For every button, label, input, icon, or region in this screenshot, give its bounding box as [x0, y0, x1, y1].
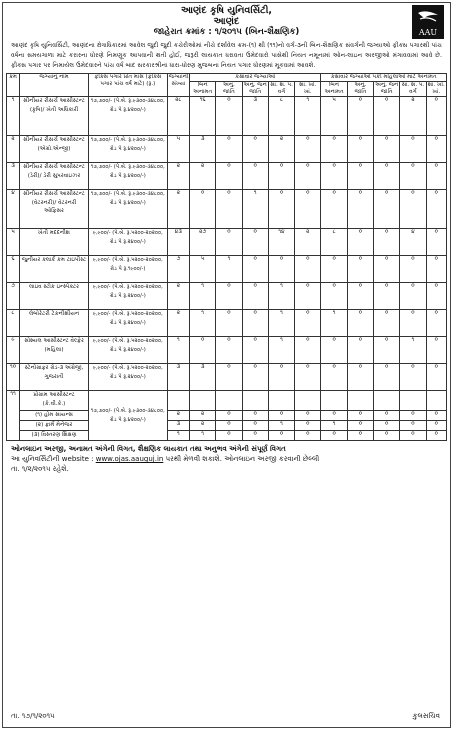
- post-name: જુનીયર ક્લાર્ક કમ ટાઇપીસ્ટ: [20, 256, 89, 283]
- women-count: ૦: [400, 364, 426, 391]
- category-count: ૦: [216, 229, 242, 256]
- pay-scale: ૯,૯૦૦/- (પે.બે. રૂ.૫૨૦૦-૨૦૨૦૦, ગ્રેડ પે રૂ.૨૪૦૦/-): [88, 229, 167, 256]
- advertisement-number: જાહેરાત ક્રમાંક : ૧/૨૦૧૫ (બિન-શૈક્ષણિક): [153, 27, 300, 37]
- women-count: ૦: [426, 256, 446, 283]
- footer-notice: [3, 441, 450, 474]
- women-col: શા. ખો. ખાં.: [427, 82, 445, 95]
- category-count: ૦: [295, 310, 321, 337]
- women-count: ૦: [347, 229, 373, 256]
- category-count: ૧૬: [190, 97, 216, 136]
- category-count: ૧: [268, 310, 294, 337]
- category-count: ૦: [242, 283, 268, 310]
- women-count: ૦: [426, 229, 446, 256]
- women-count: ૦: [347, 310, 373, 337]
- women-count: ૦: [374, 411, 400, 421]
- row-number: ૮: [7, 310, 20, 337]
- women-count: ૦: [347, 337, 373, 364]
- pay-scale: ૧૭,૭૦૦/- (પે.બે. રૂ.૯૩૦૦-૩૪૮૦૦, ગ્રેડ પે રૂ.૪૨૦૦/-): [88, 391, 167, 441]
- women-col: અનુ. જાતિ: [347, 82, 373, 97]
- women-count: ૦: [400, 421, 426, 431]
- women-count: ૦: [374, 229, 400, 256]
- post-name: સ્ટેનોગ્રાફર ગ્રેડ-૩ અંગ્રેજી, ગુજરાતી: [20, 364, 89, 391]
- category-count: ૦: [295, 411, 321, 421]
- header-category-group: કક્ષાવાર જગ્યાઓ: [190, 74, 321, 82]
- empty-cell: [374, 391, 400, 411]
- posts-table: [6, 73, 447, 441]
- category-count: ૦: [268, 163, 294, 190]
- category-count: ૧: [190, 431, 216, 441]
- post-count: ૫: [167, 136, 189, 163]
- pay-scale: ૯,૯૦૦/- (પે.બે. રૂ.૫૨૦૦-૨૦૨૦૦, ગ્રેડ પે રૂ.૨૪૦૦/-): [88, 337, 167, 364]
- women-count: ૫: [321, 97, 347, 136]
- category-count: ૦: [242, 337, 268, 364]
- row-number: ૪: [7, 190, 20, 229]
- post-count: ૨: [167, 163, 189, 190]
- empty-cell: [321, 391, 347, 411]
- category-count: ૧: [190, 283, 216, 310]
- category-count: ૦: [242, 256, 268, 283]
- post-name: સોશ્યલ આસીસ્ટન્ટ વેલ્ફેર (મહિલા): [20, 337, 89, 364]
- footer-line-3: તા. ૧/૨/૨૦૧૫ રહેશે.: [11, 465, 69, 473]
- women-count: ૦: [321, 283, 347, 310]
- cat-col: અનુ. જાતિ: [216, 82, 242, 97]
- women-count: ૦: [347, 163, 373, 190]
- women-count: ૦: [400, 411, 426, 421]
- women-count: ૦: [426, 421, 446, 431]
- category-count: ૦: [295, 364, 321, 391]
- cat-col: સા. શૈ. પ. વર્ગ: [270, 82, 293, 95]
- advertisement-page: [2, 2, 451, 728]
- table-row: [7, 136, 447, 163]
- table-row: [7, 97, 447, 136]
- post-count: ૩: [167, 364, 189, 391]
- row-number: ૧૧: [7, 391, 20, 441]
- row-number: ૩: [7, 163, 20, 190]
- post-count: ૭: [167, 256, 189, 283]
- category-count: ૦: [216, 411, 242, 421]
- category-count: ૦: [242, 310, 268, 337]
- category-count: ૦: [268, 364, 294, 391]
- table-row: [7, 229, 447, 256]
- post-name: સીનીયર રીસર્ચ આસીસ્ટન્ટ (ડેરી)/ ડેરી સુપરવાઇઝર: [20, 163, 89, 190]
- category-count: ૦: [216, 364, 242, 391]
- women-count: ૦: [347, 190, 373, 229]
- category-count: ૦: [190, 190, 216, 229]
- category-count: ૦: [242, 421, 268, 431]
- category-count: ૦: [242, 229, 268, 256]
- empty-cell: [426, 391, 446, 411]
- table-subrow: [7, 411, 447, 421]
- row-number: ૧૦: [7, 364, 20, 391]
- empty-cell: [295, 391, 321, 411]
- women-count: ૦: [321, 256, 347, 283]
- university-logo: [412, 5, 444, 39]
- category-count: ૨: [190, 411, 216, 421]
- footer-line-1: ઓનલાઇન અરજી, અનામત અંગેની વિગત, શૈક્ષણિક લાયકાત તથા અનુભવ અંગેની સંપૂર્ણ વિગત: [11, 445, 286, 453]
- table-row: [7, 337, 447, 364]
- category-count: ૦: [268, 190, 294, 229]
- footer-line-2: [11, 454, 442, 464]
- category-count: ૮: [268, 97, 294, 136]
- header-pay: ફીક્સ પગાર પ્રતિ માસ (ફીક્સ પગાર પાંચ વર્ષ માટે) (રૂ.): [88, 74, 167, 97]
- women-count: ૦: [321, 431, 347, 441]
- header-women-group: કક્ષાવાર જગ્યાઓ પૈકી મહિલાઓ માટે અનામત: [321, 74, 447, 82]
- women-count: ૦: [426, 431, 446, 441]
- table-row: [7, 310, 447, 337]
- women-count: ૦: [374, 136, 400, 163]
- header-post: જગ્યાનું નામ: [20, 74, 89, 97]
- women-count: ૦: [374, 163, 400, 190]
- row-number: ૧: [7, 97, 20, 136]
- women-count: ૦: [374, 97, 400, 136]
- category-count: ૩: [242, 97, 268, 136]
- post-name: (૧) હોમ સાયન્સ: [20, 411, 89, 421]
- post-count: ૧: [167, 337, 189, 364]
- category-count: ૦: [216, 163, 242, 190]
- intro-paragraph: આણંદ કૃષિ યુનિવર્સિટી, આણંદના ક્ષેત્રાધિકારમાં આવેલ જુદી જુદી કચેરીઓમાં નીચે દર્શાવેલ ક્રમ-(૧) થી (૧૧)નો વર્ગ-૩ની બિન-શૈક્ષણિક સંવર્ગની જગ્યાઓ ફીક્સ પગારથી પાંચ વર્ષના સમયગાળા માટે કરારના ધોરણે નિમણૂક આપવાની થતી હોઈ, જરૂરી લાયકાત ધરાવતા ઉમેદવારો પાસેથી નિયત નમૂનામાં ઓન-લાઇન અરજીઓ મંગાવવામાં આવે છે. ફીક્સ પગાર પર નિમાયેલ ઉમેદવારને પાંચ વર્ષ બાદ સરકારશ્રીના ધારા-ધોરણ મુજબના નિયત પગાર ધોરણમાં મૂકવામાં આવશે.: [11, 42, 442, 69]
- women-count: ૦: [426, 310, 446, 337]
- women-count: ૦: [347, 411, 373, 421]
- post-count: ૨: [167, 190, 189, 229]
- post-count: ૩: [167, 421, 189, 431]
- women-col: સા. શૈ. પ. વર્ગ: [401, 82, 425, 95]
- category-count: ૦: [216, 97, 242, 136]
- category-count: ૦: [190, 337, 216, 364]
- category-count: ૦: [242, 163, 268, 190]
- category-count: ૦: [242, 364, 268, 391]
- issue-date: તા. ૧૭/૧/૨૦૧૫: [11, 712, 55, 720]
- women-col: અનુ. જન જાતિ: [375, 82, 399, 95]
- empty-cell: [216, 391, 242, 411]
- women-count: ૦: [347, 431, 373, 441]
- women-count: ૦: [321, 411, 347, 421]
- women-count: ૪: [400, 229, 426, 256]
- category-count: ૧: [268, 337, 294, 364]
- empty-cell: [190, 391, 216, 411]
- category-count: ૦: [242, 431, 268, 441]
- women-count: ૦: [374, 421, 400, 431]
- footer-line-2b: પરથી મેળવી શકાશે. ઓનલાઇન અરજી કરવાની છેલ્લી: [165, 455, 320, 463]
- empty-cell: [242, 391, 268, 411]
- women-count: ૨: [400, 97, 426, 136]
- category-count: ૧: [190, 310, 216, 337]
- post-count: ૧: [167, 431, 189, 441]
- women-count: ૦: [374, 431, 400, 441]
- women-count: ૦: [347, 364, 373, 391]
- post-name: (૩) વિસ્તરણ શિક્ષણ: [20, 431, 89, 441]
- women-count: ૦: [321, 136, 347, 163]
- category-count: ૦: [216, 190, 242, 229]
- category-count: ૨: [190, 421, 216, 431]
- table-row: [7, 163, 447, 190]
- women-count: ૦: [400, 136, 426, 163]
- row-number: ૭: [7, 283, 20, 310]
- women-count: ૦: [374, 190, 400, 229]
- women-count: ૦: [321, 190, 347, 229]
- university-name: આણંદ કૃષિ યુનિવર્સિટી,: [180, 5, 273, 16]
- logo-text: AAU: [418, 28, 438, 37]
- empty-cell: [400, 391, 426, 411]
- women-count: ૦: [426, 364, 446, 391]
- category-count: ૦: [295, 256, 321, 283]
- post-name: સીનીયર રીસર્ચ આસીસ્ટન્ટ (કૃષિ)/ ખેતી અધિકારી: [20, 97, 89, 136]
- category-count: ૧: [242, 190, 268, 229]
- women-count: ૦: [400, 431, 426, 441]
- category-count: ૧: [268, 421, 294, 431]
- cat-col: અનુ. જન જાતિ: [243, 82, 267, 95]
- women-count: ૦: [321, 163, 347, 190]
- pay-scale: ૧૭,૭૦૦/- (પે.બે. રૂ.૯૩૦૦-૩૪૮૦૦, ગ્રેડ પે રૂ.૪૨૦૦/-): [88, 163, 167, 190]
- women-count: ૦: [347, 97, 373, 136]
- pay-scale: ૧૭,૭૦૦/- (પે.બે. રૂ.૯૩૦૦-૩૪૮૦૦, ગ્રેડ પે રૂ.૪૨૦૦/-): [88, 97, 167, 136]
- category-count: ૨: [268, 136, 294, 163]
- category-count: ૦: [216, 283, 242, 310]
- category-count: ૦: [268, 431, 294, 441]
- post-name: લેબોરેટરી ટેકનીશીયન: [20, 310, 89, 337]
- category-count: ૦: [268, 411, 294, 421]
- category-count: ૧: [295, 97, 321, 136]
- category-count: ૫: [190, 256, 216, 283]
- pay-scale: ૯,૯૦૦/- (પે.બે. રૂ.૫૨૦૦-૨૦૨૦૦, ગ્રેડ પે રૂ.૨૪૦૦/-): [88, 283, 167, 310]
- women-count: ૦: [400, 283, 426, 310]
- category-count: ૦: [295, 337, 321, 364]
- empty-cell: [167, 391, 189, 411]
- category-count: ૦: [216, 136, 242, 163]
- women-count: ૦: [400, 163, 426, 190]
- women-count: ૧: [321, 421, 347, 431]
- women-count: ૦: [400, 310, 426, 337]
- table-row: [7, 256, 447, 283]
- cat-col: બિન અનામત: [190, 82, 216, 97]
- category-count: ૦: [295, 136, 321, 163]
- post-name: લાઇવ સ્ટોક ઇન્સ્પેક્ટર: [20, 283, 89, 310]
- pay-scale: ૯,૯૦૦/- (પે.બે. રૂ.૫૨૦૦-૨૦૨૦૦, ગ્રેડ પે રૂ.૨૪૦૦/-): [88, 310, 167, 337]
- category-count: ૨૭: [190, 229, 216, 256]
- women-count: ૦: [347, 421, 373, 431]
- row-number: ૬: [7, 256, 20, 283]
- category-count: ૦: [216, 431, 242, 441]
- table-row: [7, 391, 447, 411]
- footer-line-2a: આ યુનિવર્સિટીની website :: [11, 455, 94, 463]
- women-count: ૦: [321, 364, 347, 391]
- category-count: ૦: [242, 136, 268, 163]
- post-name: (૨) ફાર્મ મેનેજર: [20, 421, 89, 431]
- category-count: ૦: [295, 431, 321, 441]
- header-no: ક્રમ: [7, 74, 20, 97]
- women-count: ૦: [374, 310, 400, 337]
- category-count: ૦: [295, 190, 321, 229]
- category-count: ૦: [295, 163, 321, 190]
- category-count: ૩: [190, 364, 216, 391]
- category-count: ૩: [190, 136, 216, 163]
- table-row: [7, 283, 447, 310]
- empty-cell: [268, 391, 294, 411]
- category-count: ૧: [268, 283, 294, 310]
- category-count: ૨: [190, 163, 216, 190]
- women-count: ૦: [347, 136, 373, 163]
- women-count: ૦: [321, 337, 347, 364]
- header-count: જગ્યાની સંખ્યા: [167, 74, 189, 97]
- post-count: ૨: [167, 411, 189, 421]
- women-count: ૦: [426, 283, 446, 310]
- post-name: ખેતી મદદનીશ: [20, 229, 89, 256]
- table-subrow: [7, 421, 447, 431]
- table-row: [7, 364, 447, 391]
- category-count: ૦: [216, 421, 242, 431]
- pay-scale: ૯,૯૦૦/- (પે.બે. રૂ.૫૨૦૦-૨૦૨૦૦, ગ્રેડ પે રૂ.૧૯૦૦/-): [88, 256, 167, 283]
- women-count: ૦: [400, 256, 426, 283]
- women-count: ૦: [347, 283, 373, 310]
- category-count: ૦: [295, 283, 321, 310]
- header: [3, 3, 450, 37]
- post-count: ૨: [167, 283, 189, 310]
- women-count: ૦: [347, 256, 373, 283]
- row-number: ૨: [7, 136, 20, 163]
- pay-scale: ૯,૯૦૦/- (પે.બે. રૂ.૫૨૦૦-૨૦૨૦૦, ગ્રેડ પે રૂ.૨૪૦૦/-): [88, 364, 167, 391]
- women-count: ૧: [321, 310, 347, 337]
- row-number: ૯: [7, 337, 20, 364]
- table-row: [7, 190, 447, 229]
- row-number: ૫: [7, 229, 20, 256]
- signatory: કુલસચિવ: [412, 712, 440, 720]
- women-col: બિન અનામત: [321, 82, 347, 97]
- post-name: સીનીયર રીસર્ચ આસીસ્ટન્ટ (એગ્રો.એન્જી): [20, 136, 89, 163]
- women-count: ૦: [426, 163, 446, 190]
- women-count: ૦: [374, 337, 400, 364]
- empty-cell: [347, 391, 373, 411]
- women-count: ૦: [374, 283, 400, 310]
- category-count: ૨: [295, 229, 321, 256]
- pay-scale: ૧૭,૭૦૦/- (પે.બે. રૂ.૯૩૦૦-૩૪૮૦૦, ગ્રેડ પે રૂ.૪૨૦૦/-): [88, 136, 167, 163]
- women-count: ૦: [426, 190, 446, 229]
- pay-scale: ૧૭,૭૦૦/- (પે.બે. રૂ.૯૩૦૦-૩૪૮૦૦, ગ્રેડ પે રૂ.૪૨૦૦/-): [88, 190, 167, 229]
- women-count: ૦: [426, 411, 446, 421]
- women-count: ૦: [426, 97, 446, 136]
- category-count: ૦: [268, 256, 294, 283]
- women-count: ૦: [426, 136, 446, 163]
- post-name: પ્રોગ્રામ આસીસ્ટન્ટ (કે.વી.કે.): [20, 391, 89, 411]
- women-count: ૧: [400, 337, 426, 364]
- table-subrow: [7, 431, 447, 441]
- category-count: ૦: [295, 421, 321, 431]
- post-count: ૨૮: [167, 97, 189, 136]
- women-count: ૦: [400, 190, 426, 229]
- university-city: આણંદ: [213, 16, 240, 27]
- post-count: ૪૩: [167, 229, 189, 256]
- category-count: ૦: [242, 411, 268, 421]
- cat-col: શા. ખો. ખાં.: [295, 82, 321, 97]
- category-count: ૦: [216, 310, 242, 337]
- post-count: ૨: [167, 310, 189, 337]
- women-count: ૮: [321, 229, 347, 256]
- women-count: ૦: [426, 337, 446, 364]
- category-count: ૦: [216, 337, 242, 364]
- women-count: ૦: [374, 256, 400, 283]
- website-link[interactable]: www.ojas.aauguj.in: [95, 455, 164, 463]
- category-count: ૧: [216, 256, 242, 283]
- women-count: ૦: [374, 364, 400, 391]
- post-name: સીનીયર રીસર્ચ આસીસ્ટન્ટ (વેટરનરી)/ વેટરનરી ઓફિસર: [20, 190, 89, 229]
- category-count: ૧૪: [268, 229, 294, 256]
